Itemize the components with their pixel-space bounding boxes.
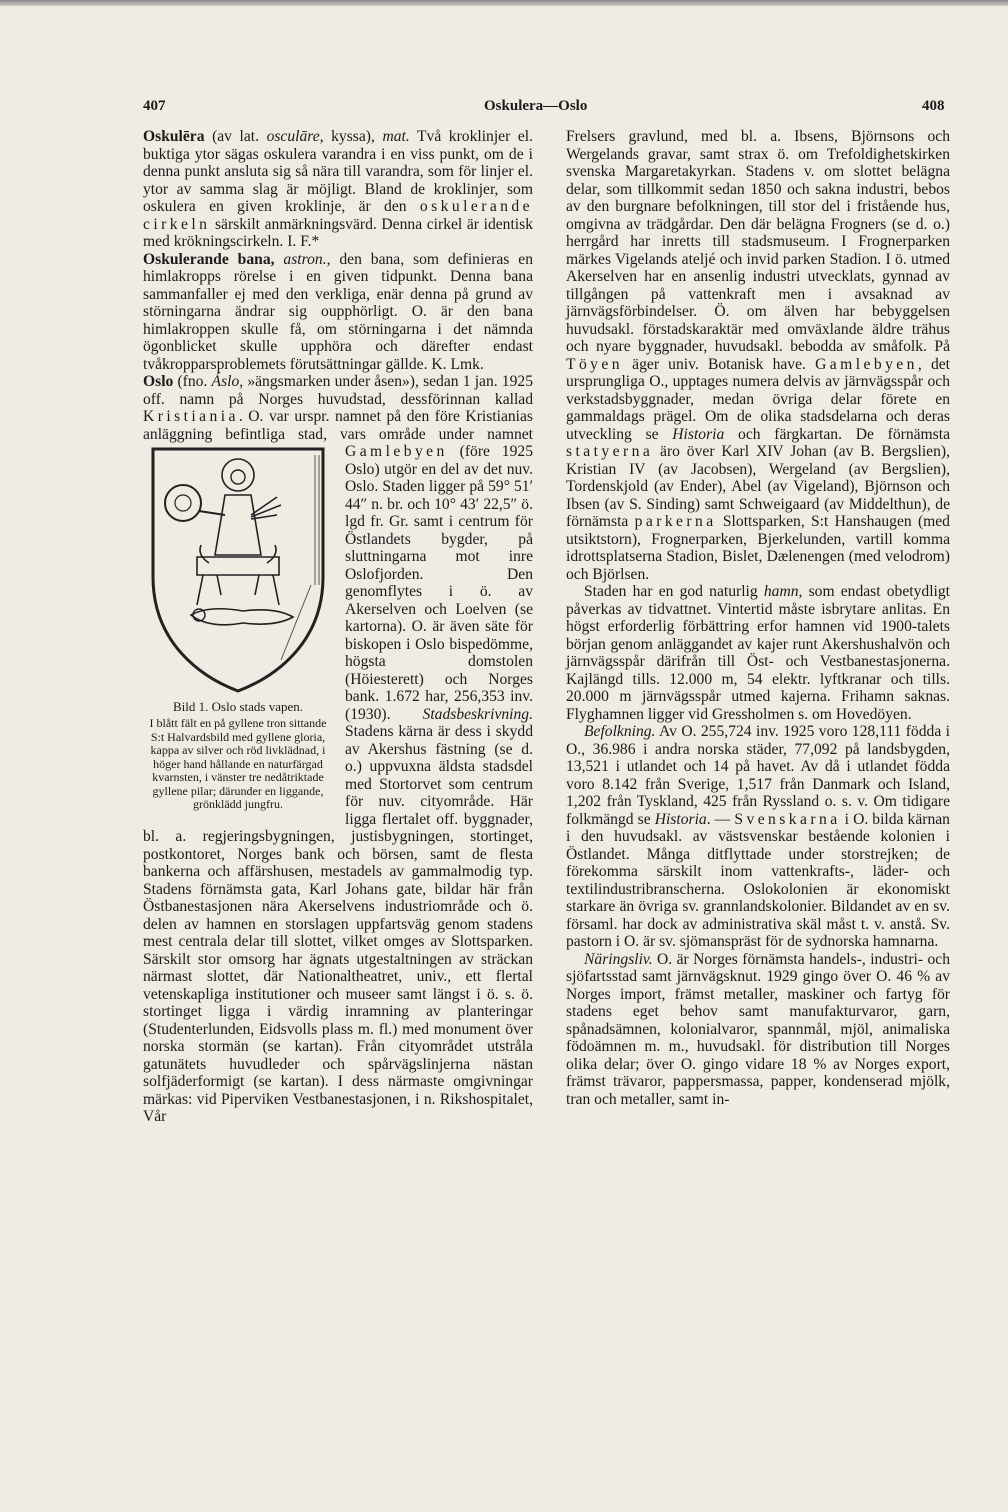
text: och färgkartan. De förnämsta [724, 425, 950, 443]
paragraph-hamn [566, 583, 950, 723]
section-label: Näringsliv. [584, 950, 653, 968]
text: »ängsmarken under åsen»), sedan 1 jan. 1925 off. namn på Norges huvudstad, dessförinnan kallad [143, 373, 533, 408]
text: . O. var urspr. namnet på den före Kristianias anläggning befintliga stad, vars område under namnet [143, 408, 533, 443]
text: (av lat. [204, 128, 267, 145]
spaced-term: Svenskarna [734, 810, 841, 828]
text: som endast obetydligt påverkas av tidvattnet. Vintertid måste isbrytare anlitas. En högst erforderlig förbättring erfor hamnen vid 1900-talets början genom anläggandet av kajer runt Akershushalvön och järnvägsspår därifrån till Öst- och Vestbanestasjonerna. Kajlängd tills. 12.000 m, 54 elektr. lyftkranar och tills. 20.000 m järnvägsspår utmed kajerna. Frihamn saknas. Flyghamnen ligger vid Gressholmen s. om Hovedöyen. [566, 583, 950, 723]
right-column [566, 128, 950, 1108]
text: Slottsparken, S:t Hanshaugen (med utsiktstorn), Frognerparken, Bjerkelunden, vartill komma idrottsplatserna Stadion, Bislet, Dælenengen (med velodrom) och Björlsen. [566, 513, 950, 583]
spaced-term: Gamlebyen [815, 355, 918, 373]
text: O. är Norges förnämsta handels-, industri- och sjöfartsstad samt järnvägsknut. 1929 gingo över O. 46 % av Norges import, främst metaller, maskiner och fartyg för stadens eget behov samt manufakturvaror, garn, spånadsämnen, kolonialvaror, spannmål, mjöl, animaliska födoämnen m. m., huvudsakl. för distribution till Norges olika delar; över O. gingo vidare 18 % av Norges export, främst trävaror, pappersmassa, papper, kondenserad mjölk, tran och metaller, samt in- [566, 950, 950, 1108]
page-header [0, 98, 1008, 122]
headword-oslo: Oslo [143, 373, 174, 390]
left-column [143, 128, 533, 1126]
spaced-term: oskulerande cirkeln [143, 198, 533, 233]
entry-oslo [143, 373, 533, 1126]
spaced-term: Gamlebyen [345, 443, 448, 460]
spaced-term: Kristiania [143, 408, 239, 425]
text: Två kroklinjer el. buktiga ytor sägas oskulera varandra i en viss punkt, om de i denna punkt ansluta sig så nära till varandra, som för linjer el. ytor av samma slag är möjligt. Bland de kroklinjer, som oskulera en given kroklinje, är den [143, 128, 533, 215]
cross-reference: Historia [672, 425, 725, 443]
text: Stadens kärna är dess i skydd av Akershus fästning (se d. o.) uppvuxna äldsta stadsdel med Stortorvet som centrum för nuv. cityområde. Här ligga flertalet off. byggnader, bl. a. regjeringsbygningen, justisbygningen, stortinget, postkontoret, Norges bank och börsen, samt de flesta bankerna och affärshusen, mestadels av gammalmodig typ. Stadens förnämsta gata, Karl Johans gate, bildar här från Östbanestasjonen nära Akerselvens industriområde och ö. delen av hamnen en storslagen uppfartsväg genom stadens mest centrala delar till slottet, vilket omges av Slottsparken. Särskilt stor omsorg har ägnats utgestaltningen av sträckan närmast slottet, där Nationaltheatret, univ., ett flertal vetenskapliga institutioner och museer samt längst i ö. s. ö. stortinget ligga i värdig inramning av planteringar (Studenterlunden, Eidsvolls plass m. fl.) med monument över norska stormän (se kartan). Från cityområdet utstråla gatunätets huvudleder och spårvägslinjerna nästan solfjäderformigt (se kartan). I dess närmaste omgivningar märkas: vid Piperviken Vestbanestasjonen, i n. Rikshospitalet, Vår [143, 723, 533, 1125]
text: särskilt anmärkningsvärd. Denna cirkel är identisk med krökningscirkeln. I. F.* [143, 215, 533, 250]
page-number-left: 407 [143, 98, 166, 114]
subject-label: astron. [274, 250, 327, 268]
text: (före 1925 Oslo) utgör en del av det nuv. Oslo. Staden ligger på 59° 51′ 44″ n. br. och 10° 43′ 22,5″ ö. lgd fr. Gr. samt i centrum för Östlandets bygder, på sluttningarna mot inre Oslofjorden. Den genomflytes i ö. av Akerselven och Loelven (se kartorna). O. är även säte för biskopen i Oslo bispedömme, högsta domstolen (Höiesterett) och Norges bank. 1.672 har, 256,353 inv. (1930). [345, 443, 533, 723]
cross-reference: Historia [654, 810, 707, 828]
text: Av O. 255,724 inv. 1925 voro 128,111 födda i O., 36.986 i andra norska städer, 77,092 på landsbygden, 13,521 i utlandet och 14 på havet. Av då i utlandet födda voro 8.142 från Sverige, 1,517 från Danmark och Island, 1,202 från Tyskland, 425 från Ryssland o. s. v. Om tidigare folkmängd se [566, 723, 950, 828]
running-title: Oskulera—Oslo [484, 98, 588, 114]
text: , kyssa), [319, 128, 383, 145]
entry-oskulera [143, 128, 533, 251]
entry-oskulerande-bana [143, 251, 533, 374]
figure-oslo-arms [143, 445, 333, 812]
text: Frelsers gravlund, med bl. a. Ibsens, Björnsons och Wergelands gravar, samt strax ö. om Trefoldighetskirken svenska Margaretakyrkan. Stadens v. om slottet belägna delar, som tillkommit sedan 1850 och sakna industri, bebos av den burgnare befolkningen, till stor del i fristående hus, omgivna av trädgårdar. Den där belägna Frogners (se d. o.) herrgård har inretts till stadsmuseum. I Frognerparken märkes Vigelands ateljé och invid parken Stadion. I ö. utmed Akerselven har en ansenlig industri utvecklats, gynnad av tillgången på vattenkraft men i avsaknad av järnvägsförbindelser. Ö. om älven har bebyggelsen huvudsakl. förstadskaraktär med omväxlande äldre trähus och nyare byggnader, huvudsakl. bebodda av småfolk. På [566, 128, 950, 355]
paragraph-naringsliv [566, 951, 950, 1109]
oslo-coat-of-arms-icon [147, 445, 329, 693]
figure-caption-title: Bild 1. Oslo stads vapen. [173, 699, 303, 714]
text: äger univ. Botanisk have. [623, 355, 816, 373]
page-top-edge [0, 0, 1008, 6]
text: . — [706, 810, 735, 828]
text: i O. bilda kärnan i den huvudsakl. av västsvenskar bestående kolonien i Östlandet. Många ditflyttade under storstrejken; de förekomma särskilt inom vattenkrafts-, läder- och textilindustribranscherna. Oslokolonien är ekonomiskt starkare än övriga sv. grannlandskolonier. Bildandet av en sv. församl. har dock av administrativa skäl måst t. v. anstå. Sv. pastorn i O. är sv. sjömanspräst för de sydnorska hamnarna. [566, 810, 950, 950]
headword-bana: Oskulerande bana, [143, 250, 275, 268]
spaced-term: statyerna [566, 443, 654, 460]
paragraph-stadsdelar [566, 128, 950, 583]
headword-oskulera: Oskulēra [143, 128, 205, 145]
text: , den bana, som definieras en himlakropps rörelse i en given tidpunkt. Denna bana sammanfaller ej med den verkliga, enär denna på grund av störningarna ändrar sig oupphörligt. O. är den bana himlakroppen skulle få, om störningarna i det nämnda ögonblicket skulle upphöra och därefter endast tvåkropparsproblemets förutsättningar gällde. K. Lmk. [143, 250, 533, 373]
text: Staden har en god naturlig [584, 583, 764, 600]
page-number-right: 408 [922, 98, 945, 114]
paragraph-befolkning [566, 723, 950, 951]
text: äro över Karl XIV Johan (av B. Bergslien), Kristian IV (av Jacobsen), Wergeland (av Bergslien), Tordenskjold (av Ender), Abel (av Vigeland), Björnson och Ibsen (av S. Sinding) samt Schweigaard (av Middelthun), de förnämsta [566, 443, 950, 530]
latin-term: osculāre [266, 128, 320, 145]
section-label: Befolkning. [584, 723, 656, 740]
text: , det ursprungliga O., upptages numera delvis av järnvägsspår och verkstadsbyggnader, medan övriga delar förete en gammaldags prägel. Om de olika stadsdelarna och deras utveckling se [566, 355, 950, 443]
keyword: hamn, [763, 583, 803, 600]
figure-caption-body: I blått fält en på gyllene tron sittande S:t Halvardsbild med gyllene gloria, kappa av silver och röd livklädnad, i höger hand hållande en naturfärgad kvarnsten, i vänster tre nedåtriktade gyllene pilar; därunder en liggande, grönklädd jungfru. [149, 716, 327, 811]
spaced-term: parkerna [634, 513, 717, 530]
spaced-term: Töyen [566, 355, 623, 373]
subject-label: mat. [382, 128, 410, 145]
etymology: Áslo, [211, 373, 244, 390]
text: (fno. [173, 373, 212, 390]
section-label: Stadsbeskrivning. [422, 705, 533, 723]
